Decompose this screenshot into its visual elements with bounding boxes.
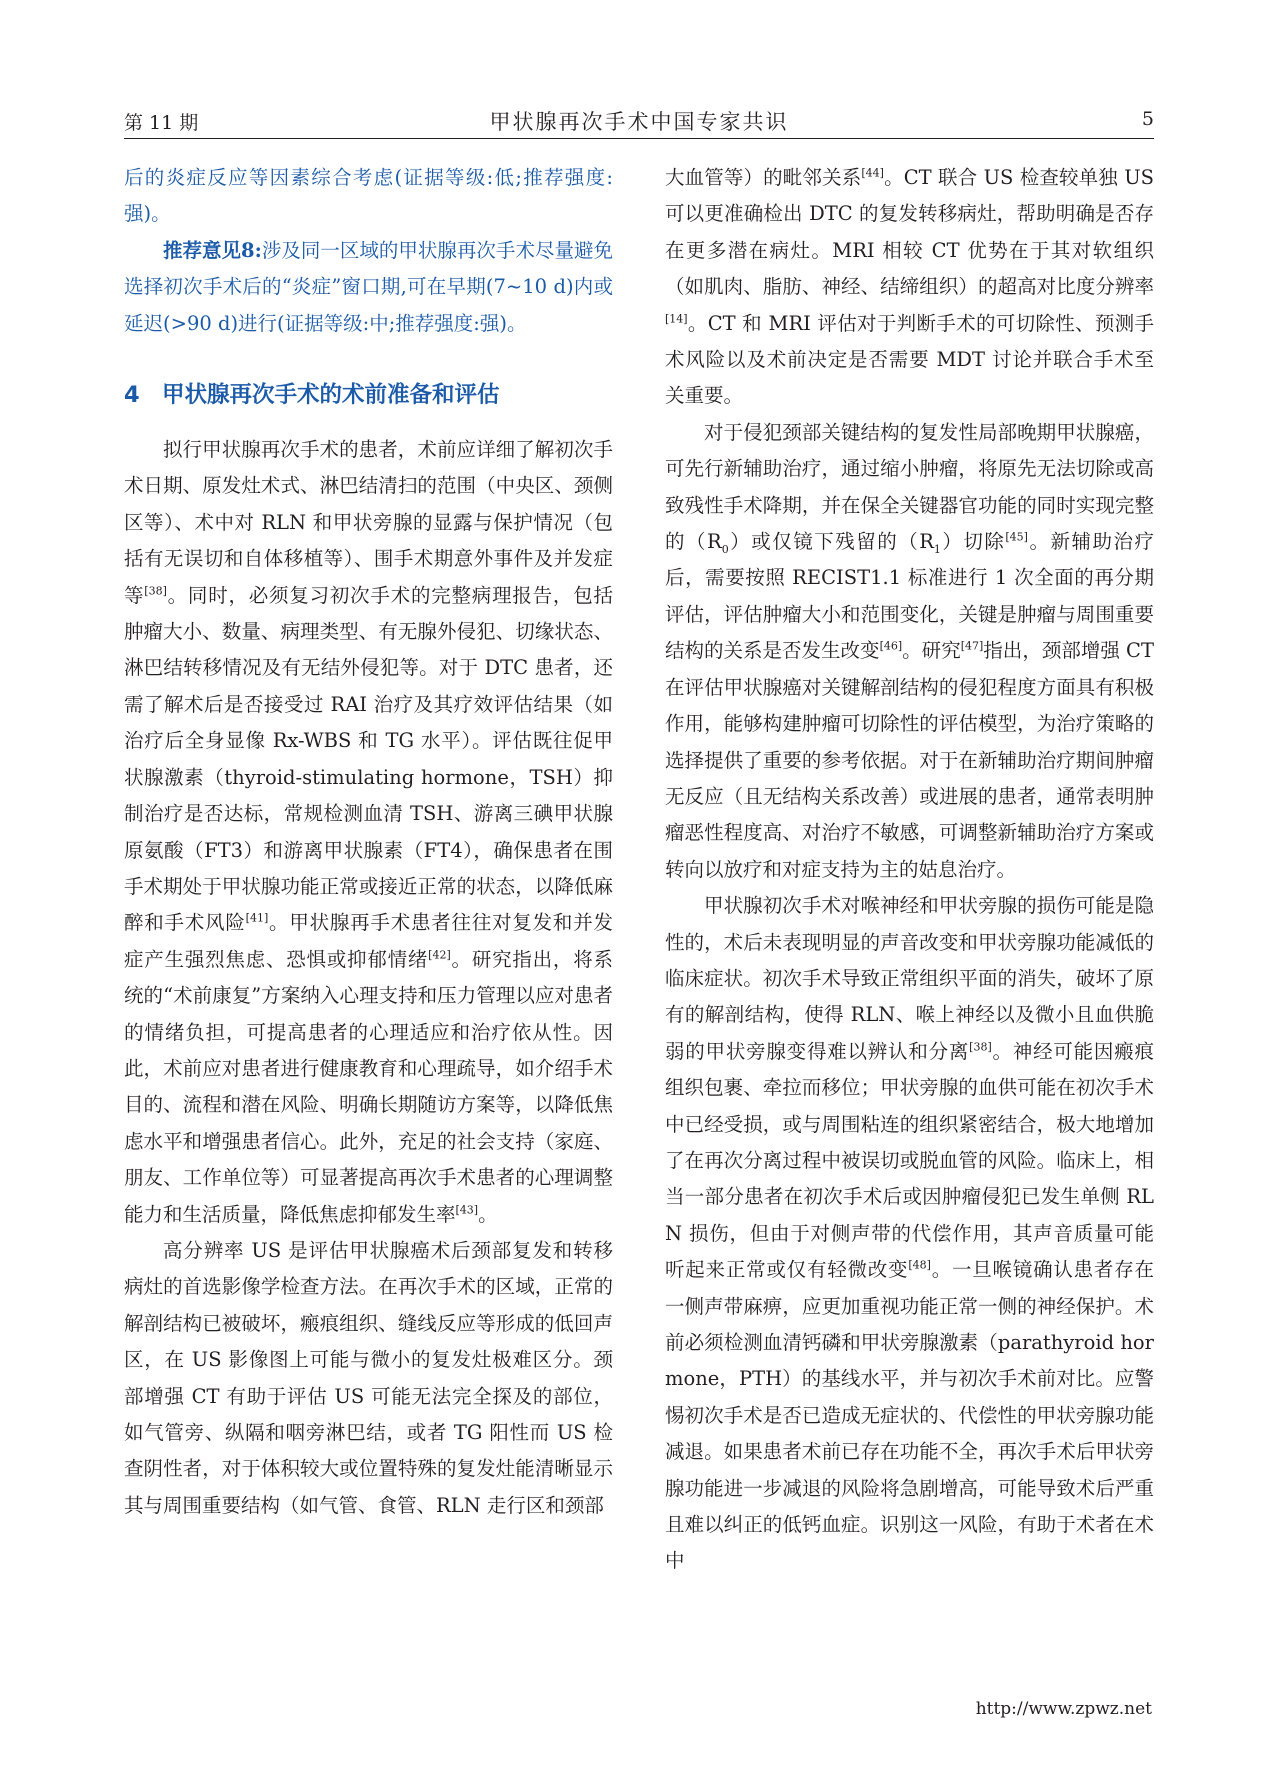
section-number: 4: [124, 382, 140, 409]
paragraph-text: 。研究指出，将系统的“术前康复”方案纳入心理支持和压力管理以应对患者的情绪负担，可提高患者的心理适应和治疗依从性。因此，术前应对患者进行健康教育和心理疏导，如介绍手术目的、流程和潜在风险、明确长期随访方案等，以降低焦虑水平和增强患者信心。此外，充足的社会支持（家庭、朋友、工作单位等）可显著提高再次手术患者的心理调整能力和生活质量，降低焦虑抑郁发生率: [124, 947, 613, 1226]
page-number: 5: [1141, 108, 1154, 130]
page-header: [124, 104, 1154, 139]
subscript: 0: [721, 542, 729, 556]
section-heading: [124, 380, 613, 410]
citation-ref[interactable]: [42]: [428, 948, 451, 962]
citation-ref[interactable]: [14]: [665, 312, 688, 326]
right-column: [665, 160, 1154, 1580]
citation-ref[interactable]: [44]: [861, 166, 884, 180]
paragraph-text: 。神经可能因瘢痕组织包裹、牵拉而移位；甲状旁腺的血供可能在初次手术中已经受损，或与周围粘连的组织紧密结合，极大地增加了在再次分离过程中被误切或脱血管的风险。临床上，相当一部分患者在初次手术后或因肿瘤侵犯已发生单侧 RLN 损伤，但由于对侧声带的代偿作用，其声音质量可能听起来正常或仅有轻微改变: [665, 1039, 1154, 1282]
recommendation-8: [124, 233, 613, 342]
citation-ref[interactable]: [41]: [245, 911, 269, 925]
subscript: 1: [933, 542, 941, 556]
paragraph-imaging-us: 高分辨率 US 是评估甲状腺癌术后颈部复发和转移病灶的首选影像学检查方法。在再次手术的区域，正常的解剖结构已被破坏，瘢痕组织、缝线反应等形成的低回声区，在 US 影像图上可能与微小的复发灶极难区分。颈部增强 CT 有助于评估 US 可能无法完全探及的部位，如气管旁、纵隔和咽旁淋巴结，或者 TG 阳性而 US 检查阴性者，对于体积较大或位置特殊的复发灶能清晰显示其与周围重要结构（如气管、食管、RLN 走行区和颈部: [124, 1238, 613, 1517]
paragraph-neoadjuvant: [665, 415, 1154, 888]
journal-url[interactable]: http://www.zpwz.net: [975, 1699, 1152, 1719]
citation-ref[interactable]: [45]: [1005, 530, 1028, 544]
paragraph-nerve-parathyroid: [665, 888, 1154, 1580]
paragraph-text: ）或仅镜下残留的（R: [728, 530, 934, 554]
section-title: 甲状腺再次手术的术前准备和评估: [162, 382, 500, 409]
running-title: 甲状腺再次手术中国专家共识: [489, 110, 789, 134]
paragraph-text: 。研究: [902, 639, 961, 663]
paragraph-text: 。甲状腺再手术患者往往对复发和并发症产生强烈焦虑、恐惧或抑郁情绪: [124, 911, 613, 971]
paragraph-text: 。CT 和 MRI 评估对于判断手术的可切除性、预测手术风险以及术前决定是否需要 MDT 讨论并联合手术至关重要。: [665, 311, 1154, 408]
citation-ref[interactable]: [43]: [455, 1203, 479, 1217]
paragraph-text: 拟行甲状腺再次手术的患者，术前应详细了解初次手术日期、原发灶术式、淋巴结清扫的范围（中央区、颈侧区等）、术中对 RLN 和甲状旁腺的显露与保护情况（包括有无误切和自体移植等）、围手术期意外事件及并发症等: [124, 438, 613, 607]
paragraph-text: 。新辅助治疗后，需要按照 RECIST1.1 标准进行 1 次全面的再分期评估，评估肿瘤大小和范围变化，关键是肿瘤与周围重要结构的关系是否发生改变: [665, 530, 1154, 663]
recommendation-8-label: 推荐意见8:: [163, 238, 262, 262]
paragraph-preop-history: [124, 432, 613, 1233]
citation-ref[interactable]: [38]: [144, 584, 167, 598]
citation-ref[interactable]: [47]: [960, 639, 984, 653]
issue-label: 第 11 期: [124, 112, 199, 134]
paragraph-text: 指出，颈部增强 CT 在评估甲状腺癌对关键解剖结构的侵犯程度方面具有积极作用，能够构建肿瘤可切除性的评估模型，为治疗策略的选择提供了重要的参考依据。对于在新辅助治疗期间肿瘤无反应（且无结构关系改善）或进展的患者，通常表明肿瘤恶性程度高、对治疗不敏感，可调整新辅助治疗方案或转向以放疗和对症支持为主的姑息治疗。: [665, 639, 1154, 881]
citation-ref[interactable]: [38]: [969, 1040, 992, 1054]
paragraph-text: 甲状腺初次手术对喉神经和甲状旁腺的损伤可能是隐性的，术后未表现明显的声音改变和甲状旁腺功能减低的临床症状。初次手术导致正常组织平面的消失，破坏了原有的解剖结构，使得 RLN、喉上神经以及微小且血供脆弱的甲状旁腺变得难以辨认和分离: [665, 894, 1154, 1063]
paragraph-imaging-ct-mri: [665, 160, 1154, 415]
paragraph-text: ）切除: [940, 530, 1006, 554]
paragraph-text: 。CT 联合 US 检查较单独 US 可以更准确检出 DTC 的复发转移病灶，帮助明确是否存在更多潜在病灶。MRI 相较 CT 优势在于其对软组织（如肌肉、脂肪、神经、结缔组织）的超高对比度分辨率: [665, 166, 1154, 299]
recommendation-8-text: 涉及同一区域的甲状腺再次手术尽量避免选择初次手术后的“炎症”窗口期,可在早期(7~10 d)内或延迟(>90 d)进行(证据等级:中;推荐强度:强)。: [124, 238, 613, 335]
paragraph-text: 。: [478, 1202, 498, 1226]
citation-ref[interactable]: [46]: [879, 639, 903, 653]
recommendation-7-tail: 后的炎症反应等因素综合考虑(证据等级:低;推荐强度:强)。: [124, 166, 613, 226]
paragraph-text: 。一旦喉镜确认患者存在一侧声带麻痹，应更加重视功能正常一侧的神经保护。术前必须检测血清钙磷和甲状旁腺激素（parathyroid hormone，PTH）的基线水平，并与初次手术前对比。应警惕初次手术是否已造成无症状的、代偿性的甲状旁腺功能减退。如果患者术前已存在功能不全，再次手术后甲状旁腺功能进一步减退的风险将急剧增高，可能导致术后严重且难以纠正的低钙血症。识别这一风险，有助于术者在术中: [665, 1258, 1154, 1573]
paragraph-text: 。同时，必须复习初次手术的完整病理报告，包括肿瘤大小、数量、病理类型、有无腺外侵犯、切缘状态、淋巴结转移情况及有无结外侵犯等。对于 DTC 患者，还需了解术后是否接受过 RAI 治疗及其疗效评估结果（如治疗后全身显像 Rx-WBS 和 TG 水平）。评估既往促甲状腺激素（thyroid-stimulating hormone，TSH）抑制治疗是否达标，常规检测血清 TSH、游离三碘甲状腺原氨酸（FT3）和游离甲状腺素（FT4），确保患者在围手术期处于甲状腺功能正常或接近正常的状态，以降低麻醉和手术风险: [124, 583, 613, 935]
paragraph-text: 对于侵犯颈部关键结构的复发性局部晚期甲状腺癌，可先行新辅助治疗，通过缩小肿瘤，将原先无法切除或高致残性手术降期，并在保全关键器官功能的同时实现完整的（R: [665, 420, 1154, 554]
citation-ref[interactable]: [48]: [908, 1258, 931, 1272]
paragraph-text: 大血管等）的毗邻关系: [665, 166, 862, 189]
left-column: [124, 160, 613, 1524]
